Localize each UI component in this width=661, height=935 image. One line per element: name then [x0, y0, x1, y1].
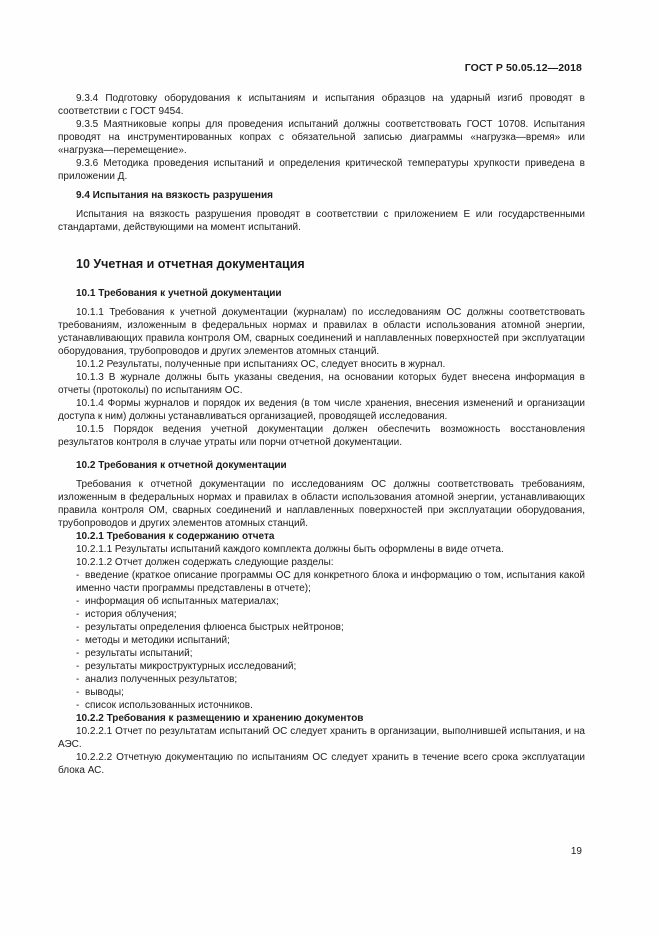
- list-item: - результаты испытаний;: [76, 648, 193, 659]
- paragraph-10-1-3: 10.1.3 В журнале должны быть указаны сведения, на основании которых будет внесена информация в отчеты (протоколы) по испытаниям ОС.: [58, 372, 585, 396]
- list-item: - история облучения;: [76, 609, 177, 620]
- paragraph-10-1-2: 10.1.2 Результаты, полученные при испытаниях ОС, следует вносить в журнал.: [76, 359, 446, 370]
- paragraph-10-1-5: 10.1.5 Порядок ведения учетной документации должен обеспечить возможность восстановления результатов контроля в случае утраты или порчи отчетной документации.: [58, 424, 585, 448]
- paragraph-9-3-5: 9.3.5 Маятниковые копры для проведения испытаний должны соответствовать ГОСТ 10708. Испытания проводят на инструментированных копрах с обязательной записью диаграммы «нагрузка—время» или «нагрузка—перемещение».: [58, 119, 585, 156]
- list-item: - анализ полученных результатов;: [76, 674, 238, 685]
- chapter-10-title: 10 Учетная и отчетная документация: [76, 257, 305, 271]
- paragraph-10-2-1-2: 10.2.1.2 Отчет должен содержать следующие разделы:: [76, 557, 334, 568]
- list-item: - результаты определения флюенса быстрых нейтронов;: [76, 622, 344, 633]
- paragraph-10-1-1: 10.1.1 Требования к учетной документации (журналам) по исследованиям ОС должны соответствовать требованиям, изложенным в федеральных нормах и правилах в области использования атомной энергии, устанавливающих правила контроля ОМ, сварных соединений и наплавленных поверхностей при эксплуатации оборудования, трубопроводов и других элементов атомных станций.: [58, 307, 585, 357]
- list-item: - введение (краткое описание программы ОС для конкретного блока и информацию о том, испытания какой именно части программы представлены в отчете);: [76, 570, 585, 594]
- section-10-2-text: Требования к отчетной документации по исследованиям ОС должны соответствовать требованиям, изложенным в федеральных нормах и правилах в области использования атомной энергии, устанавливающих правила контроля ОМ, сварных соединений и наплавленных поверхностей при эксплуатации оборудования, трубопроводов и других элементов атомных станций.: [58, 479, 585, 529]
- section-9-4-title: 9.4 Испытания на вязкость разрушения: [76, 190, 273, 201]
- list-item: - результаты микроструктурных исследований;: [76, 661, 297, 672]
- paragraph-9-3-6: 9.3.6 Методика проведения испытаний и определения критической температуры хрупкости приведена в приложении Д.: [58, 158, 585, 182]
- list-item: - список использованных источников.: [76, 700, 253, 711]
- report-sections-list: [58, 569, 585, 712]
- section-10-2-1-title: 10.2.1 Требования к содержанию отчета: [76, 531, 275, 542]
- paragraph-10-2-2-2: 10.2.2.2 Отчетную документацию по испытаниям ОС следует хранить в течение всего срока эксплуатации блока АС.: [58, 752, 585, 776]
- document-code-header: ГОСТ Р 50.05.12—2018: [464, 62, 582, 74]
- paragraph-9-3-4: 9.3.4 Подготовку оборудования к испытаниям и испытания образцов на ударный изгиб проводят в соответствии с ГОСТ 9454.: [58, 93, 585, 117]
- section-10-2-2-title: 10.2.2 Требования к размещению и хранению документов: [76, 713, 364, 724]
- list-item: - методы и методики испытаний;: [76, 635, 230, 646]
- paragraph-10-2-1-1: 10.2.1.1 Результаты испытаний каждого комплекта должны быть оформлены в виде отчета.: [76, 544, 504, 555]
- section-10-2-title: 10.2 Требования к отчетной документации: [76, 460, 287, 471]
- paragraph-10-2-2-1: 10.2.2.1 Отчет по результатам испытаний ОС следует хранить в организации, выполнившей испытания, и на АЭС.: [58, 726, 585, 750]
- document-body: [58, 92, 585, 777]
- page-number: 19: [570, 846, 582, 857]
- section-9-4-text: Испытания на вязкость разрушения проводят в соответствии с приложением Е или государственными стандартами, действующими на момент испытаний.: [58, 209, 585, 233]
- paragraph-10-1-4: 10.1.4 Формы журналов и порядок их ведения (в том числе хранения, внесения изменений и организации доступа к ним) должны устанавливаться организацией, проводящей исследования.: [58, 398, 585, 422]
- section-10-1-title: 10.1 Требования к учетной документации: [76, 288, 282, 299]
- list-item: - выводы;: [76, 687, 124, 698]
- list-item: - информация об испытанных материалах;: [76, 596, 279, 607]
